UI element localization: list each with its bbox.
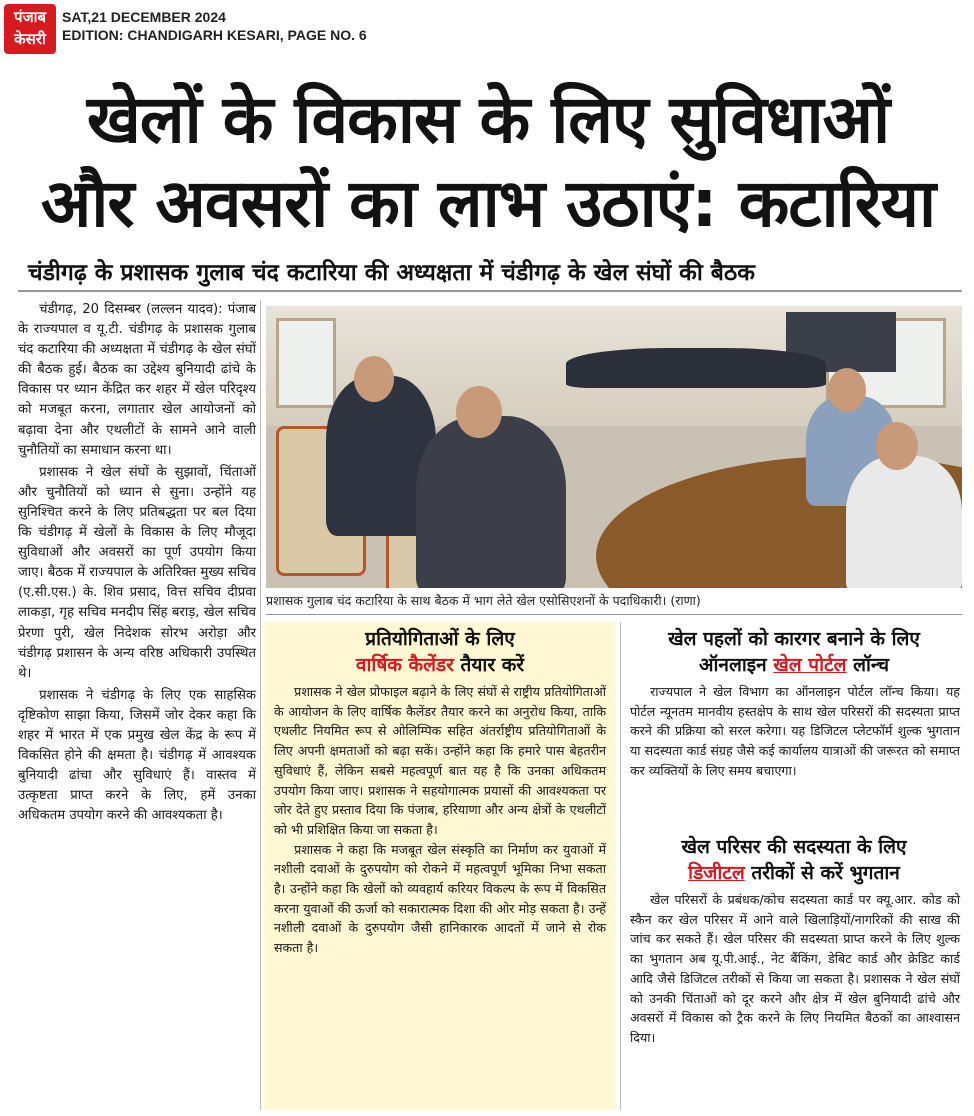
column-divider xyxy=(260,300,261,1110)
paragraph: प्रशासक ने चंडीगढ़ के लिए एक साहसिक दृष्टिकोण साझा किया, जिसमें जोर देकर कहा कि शहर में भारत में एक प्रमुख खेल केंद्र के रूप में विकसित होने की क्षमता है। चंडीगढ़ में आवश्यक बुनियादी ढांचा और सुविधाएं हैं। वास्तव में उत्कृष्टता प्राप्त करने के लिए, हमें उनका अधिकतम उपयोग करने की आवश्यकता है। xyxy=(18,687,256,824)
punjab-kesari-logo xyxy=(4,4,56,54)
photo-person-head xyxy=(354,356,394,402)
box-title-highlight: वार्षिक कैलेंडर xyxy=(355,654,454,676)
portal-title-line-2 xyxy=(624,652,964,678)
payment-text xyxy=(630,890,960,1048)
portal-title-start: ऑनलाइन xyxy=(698,654,774,676)
portal-text xyxy=(630,682,960,781)
photo-person-head xyxy=(876,422,918,470)
edition-info: EDITION: CHANDIGARH KESARI, PAGE NO. 6 xyxy=(62,27,367,43)
paragraph: प्रशासक ने खेल प्रोफाइल बढ़ाने के लिए संघों से राष्ट्रीय प्रतियोगिताओं के आयोजन के लिए वार्षिक कैलेंडर तैयार करने का अनुरोध किया, ताकि एथलीट नियमित रूप से ओलिम्पिक सहित अंतर्राष्ट्रीय प्रतियोगिताओं के लिए अपनी क्षमताओं को बढ़ा सकें। उन्होंने कहा कि हमारे पास बेहतरीन सुविधाएं हैं, लेकिन सबसे महत्वपूर्ण बात यह है कि उनका अधिकतम उपयोग किया जाए। प्रशासक ने सहयोगात्मक प्रयासों की आवश्यकता पर जोर देते हुए प्रस्ताव दिया कि पंजाब, हरियाणा और अन्य क्षेत्रों के एथलीटों को भी प्रशिक्षित किया जा सकता है। xyxy=(274,684,606,837)
meeting-photo xyxy=(266,306,962,588)
box-title-rest: तैयार करें xyxy=(453,654,525,676)
headline xyxy=(18,78,958,246)
payment-title-line-2 xyxy=(624,860,964,886)
column-divider xyxy=(620,622,621,1110)
photo-people-row xyxy=(566,348,826,388)
box-title-line-1: प्रतियोगिताओं के लिए xyxy=(365,628,515,650)
photo-person xyxy=(416,416,566,588)
photo-person-head xyxy=(456,386,502,438)
payment-title-highlight: डिजीटल xyxy=(688,862,745,884)
paragraph: खेल परिसरों के प्रबंधक/कोच सदस्यता कार्ड पर क्यू.आर. कोड को स्कैन कर खेल परिसर में आने वाले खिलाड़ियों/नागरिकों की साख की जांच कर सकते हैं। खेल परिसर की सदस्यता प्राप्त करने के लिए शुल्क का भुगतान अब यू.पी.आई., नेट बैंकिंग, डेबिट कार्ड और क्रेडिट कार्ड आदि जैसे डिजिटल तरीकों से किया जा सकता है। प्रशासक ने खेल संघों को उनकी चिंताओं को दूर करने और क्षेत्र में खेल बुनियादी ढांचे और अवसरों में विकास को ट्रैक करने के लिए नियमित बैठकों का आश्वासन दिया। xyxy=(630,892,960,1045)
headline-line-1: खेलों के विकास के लिए सुविधाओं xyxy=(86,81,890,158)
paragraph: चंडीगढ़, 20 दिसम्बर (लल्लन यादव): पंजाब के राज्यपाल व यू.टी. चंडीगढ़ के प्रशासक गुलाब चंद कटारिया की अध्यक्षता में चंडीगढ़ के खेल संघों की बैठक हुई। बैठक का उद्देश्य बुनियादी ढांचे के विकास पर ध्यान केंद्रित कर शहर में खेल परिदृश्य को मजबूत करना, लगातार खेल आयोजनों को बढ़ावा देना और एथलीटों के सामने आने वाली चुनौतियों का समाधान करना था। xyxy=(18,302,256,458)
masthead xyxy=(0,0,974,56)
edition-meta xyxy=(62,8,367,44)
portal-title-line-1: खेल पहलों को कारगर बनाने के लिए xyxy=(668,628,920,650)
paragraph: राज्यपाल ने खेल विभाग का ऑनलाइन पोर्टल लॉन्च किया। यह पोर्टल न्यूनतम मानवीय हस्तक्षेप के साथ खेल परिसरों की सदस्यता प्राप्त करने की प्रक्रिया को सरल करेगा। यह डिजिटल प्लेटफॉर्म शुल्क भुगतान या सदस्यता कार्ड संग्रह जैसे कई कार्यालय यात्राओं की जरूरत को समाप्त कर व्यक्तियों के लिए समय बचाएगा। xyxy=(630,684,960,778)
divider xyxy=(18,290,962,292)
photo-window xyxy=(276,318,336,408)
right-column xyxy=(624,622,964,1110)
payment-title-line-1: खेल परिसर की सदस्यता के लिए xyxy=(681,836,907,858)
headline-line-2: और अवसरों का लाभ उठाएं: कटारिया xyxy=(40,165,936,242)
subheadline: चंडीगढ़ के प्रशासक गुलाब चंद कटारिया की अध्यक्षता में चंडीगढ़ के खेल संघों की बैठक xyxy=(28,260,755,286)
logo-line-1: पंजाब xyxy=(13,8,47,26)
payment-title-end: तरीकों से करें भुगतान xyxy=(744,862,900,884)
paragraph: प्रशासक ने कहा कि मजबूत खेल संस्कृति का निर्माण कर युवाओं में नशीली दवाओं के दुरुपयोग को रोकने में महत्वपूर्ण भूमिका निभा सकता है। उन्होंने कहा कि खेलों को व्यवहार्य करियर विकल्प के रूप में विकसित करना युवाओं की ऊर्जा को सकारात्मक दिशा की ओर मोड़ सकता है। उन्हें नशीली दवाओं के दुरुपयोग जैसी हानिकारक आदतों में जाने से रोक सकता है। xyxy=(274,841,606,956)
left-column-text xyxy=(18,300,256,1110)
photo-person xyxy=(846,456,962,588)
portal-title-end: लॉन्च xyxy=(846,654,890,676)
divider xyxy=(266,614,962,615)
photo-person-head xyxy=(828,368,866,412)
paragraph: प्रशासक ने खेल संघों के सुझावों, चिंताओं और चुनौतियों को ध्यान से सुना। उन्होंने यह सुनिश्चित करने के लिए प्रतिबद्धता पर बल दिया कि चंडीगढ़ में खेलों के विकास के लिए मौजूदा सुविधाओं और अवसरों का पूर्ण उपयोग किया जाए। बैठक में राज्यपाल के अतिरिक्त मुख्य सचिव (ए.सी.एस.) के. शिव प्रसाद, वित्त सचिव दीप्रवा लाकड़ा, गृह सचिव मनदीप सिंह बराड़, खेल सचिव प्रेरणा पुरी, खेल निदेशक सोरभ अरोड़ा और चंडीगढ़ प्रशासन के अन्य वरिष्ठ अधिकारी उपस्थित थे। xyxy=(18,464,256,681)
publication-date: SAT,21 DECEMBER 2024 xyxy=(62,9,226,25)
logo-line-2: केसरी xyxy=(14,30,46,48)
box-text xyxy=(274,682,606,958)
portal-title-highlight: खेल पोर्टल xyxy=(773,654,847,676)
box-title-line-2 xyxy=(264,652,616,678)
photo-caption: प्रशासक गुलाब चंद कटारिया के साथ बैठक में भाग लेते खेल एसोसिएशनों के पदाधिकारी। (राणा) xyxy=(266,593,701,608)
calendar-box xyxy=(264,622,616,1110)
